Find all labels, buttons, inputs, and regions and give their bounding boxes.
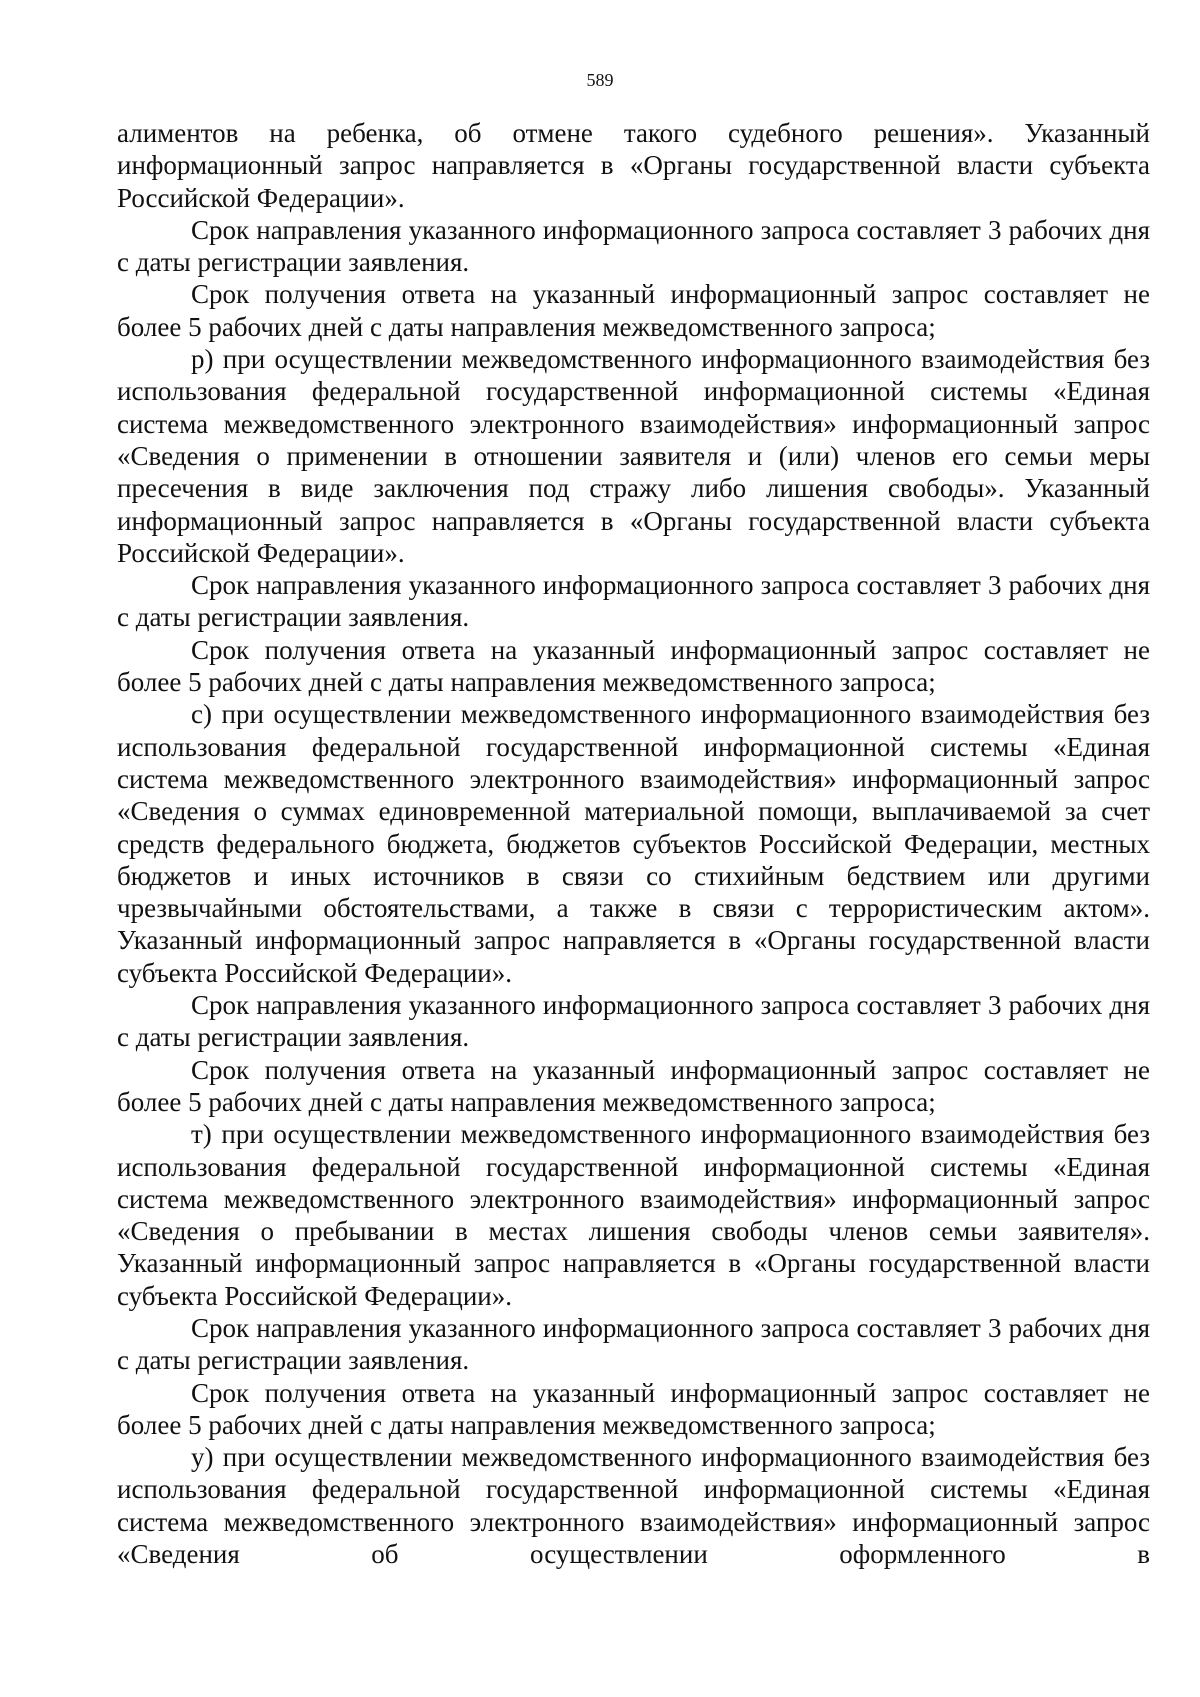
paragraph: т) при осуществлении межведомственного информационного взаимодействия без использования федеральной государственной информационной системы «Единая система межведомственного электронного взаимодействия» информационный запрос «Сведения о пребывании в местах лишения свободы членов семьи заявителя». Указанный информационный запрос направляется в «Органы государственной власти субъекта Российской Федерации».: [117, 1119, 1150, 1311]
paragraph: Срок направления указанного информационного запроса составляет 3 рабочих дня с даты регистрации заявления.: [117, 570, 1150, 633]
paragraph: р) при осуществлении межведомственного информационного взаимодействия без использования федеральной государственной информационной системы «Единая система межведомственного электронного взаимодействия» информационный запрос «Сведения о применении в отношении заявителя и (или) членов его семьи меры пресечения в виде заключения под стражу либо лишения свободы». Указанный информационный запрос направляется в «Органы государственной власти субъекта Российской Федерации».: [117, 344, 1150, 568]
paragraph: с) при осуществлении межведомственного информационного взаимодействия без использования федеральной государственной информационной системы «Единая система межведомственного электронного взаимодействия» информационный запрос «Сведения о суммах единовременной материальной помощи, выплачиваемой за счет средств федерального бюджета, бюджетов субъектов Российской Федерации, местных бюджетов и иных источников в связи со стихийным бедствием или другими чрезвычайными обстоятельствами, а также в связи с террористическим актом». Указанный информационный запрос направляется в «Органы государственной власти субъекта Российской Федерации».: [117, 699, 1150, 988]
page-number: 589: [586, 70, 614, 90]
paragraph: Срок получения ответа на указанный информационный запрос составляет не более 5 рабочих дней с даты направления межведомственного запроса;: [117, 279, 1150, 342]
paragraph: Срок направления указанного информационного запроса составляет 3 рабочих дня с даты регистрации заявления.: [117, 214, 1150, 278]
paragraph: Срок получения ответа на указанный информационный запрос составляет не более 5 рабочих дней с даты направления межведомственного запроса;: [117, 634, 1150, 698]
paragraph: у) при осуществлении межведомственного информационного взаимодействия без использования федеральной государственной информационной системы «Единая система межведомственного электронного взаимодействия» информационный запрос «Сведения об осуществлении оформленного в: [117, 1442, 1150, 1570]
paragraph: Срок получения ответа на указанный информационный запрос составляет не более 5 рабочих дней с даты направления межведомственного запроса;: [117, 1054, 1150, 1117]
paragraph: Срок направления указанного информационного запроса составляет 3 рабочих дня с даты регистрации заявления.: [117, 990, 1150, 1053]
paragraph: Срок направления указанного информационного запроса составляет 3 рабочих дня с даты регистрации заявления.: [117, 1312, 1150, 1376]
paragraph: Срок получения ответа на указанный информационный запрос составляет не более 5 рабочих дней с даты направления межведомственного запроса;: [117, 1377, 1150, 1440]
paragraph: алиментов на ребенка, об отмене такого судебного решения». Указанный информационный запрос направляется в «Органы государственной власти субъекта Российской Федерации».: [117, 118, 1150, 213]
document-body: [117, 117, 1150, 1570]
